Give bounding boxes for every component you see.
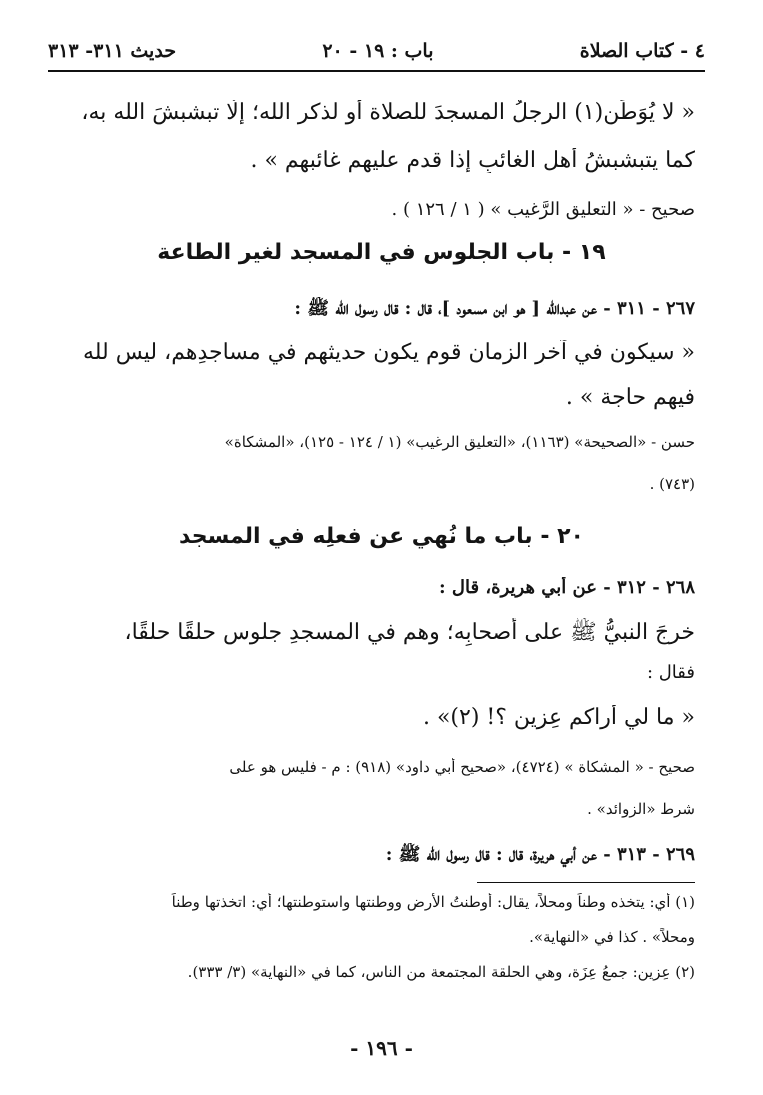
hadith-text-line: « لا يُوَطِّن(١) الرجلُ المسجدَ للصلاة أو لذكر الله؛ إلّا تبشبشَ الله به، bbox=[81, 100, 695, 125]
grading-line: حسن - «الصحيحة» (١١٦٣)، «التعليق الرغيب» (١ / ١٢٤ - ١٢٥)، «المشكاة» bbox=[224, 433, 695, 451]
grading-line: صحيح - « المشكاة » (٤٧٢٤)، «صحيح أبي داود» (٩١٨) : م - فليس هو على bbox=[229, 758, 695, 776]
running-head-section: باب : ١٩ - ٢٠ bbox=[322, 40, 434, 62]
running-head-hadith-range: حديث ٣١١- ٣١٣ bbox=[48, 40, 177, 62]
hadith-text-line: خرجَ النبيُّ ﷺ على أصحابِه؛ وهم في المسجدِ جلوس حلقًا حلقًا، bbox=[124, 620, 695, 645]
hadith-text-line: فيهم حاجة » . bbox=[565, 385, 695, 410]
grading-line: (٧٤٣) . bbox=[649, 475, 695, 493]
chapter-heading-19: ١٩ - باب الجلوس في المسجد لغير الطاعة bbox=[157, 240, 606, 265]
hadith-isnad-line: ٢٦٩ - ٣١٣ - عن أبي هريرة، قال : قال رسول الله ﷺ : bbox=[385, 844, 695, 865]
hadith-text-line: فقال : bbox=[646, 662, 695, 683]
hadith-text-line: « سيكون في آخرِ الزمان قوم يكون حديثهم في مساجدِهم، ليس لله bbox=[82, 340, 695, 365]
page-number: - ١٩٦ - bbox=[350, 1036, 413, 1060]
footnote-line: (١) أي: يتخذه وطناً ومحلاً، يقال: أوطنتُ الأرض ووطنتها واستوطنتها؛ أي: اتخذتها وطناً bbox=[171, 893, 695, 911]
running-head bbox=[48, 36, 705, 66]
hadith-text-line: « ما لي أراكم عِزين ؟! (٢)» . bbox=[422, 705, 695, 730]
grading-line: صحيح - « التعليق الرَّغيب » ( ١ / ١٢٦ ) . bbox=[391, 199, 695, 220]
chapter-heading-20: ٢٠ - باب ما نُهي عن فعلِه في المسجد bbox=[179, 524, 584, 549]
hadith-isnad-line: ٢٦٨ - ٣١٢ - عن أبي هريرة، قال : bbox=[439, 577, 695, 598]
hadith-isnad-line: ٢٦٧ - ٣١١ - عن عبدالله [ هو ابن مسعود ]، قال : قال رسول الله ﷺ : bbox=[294, 298, 695, 319]
running-head-chapter: ٤ - كتاب الصلاة bbox=[579, 40, 705, 62]
footnote-line: ومحلاً» . كذا في «النهاية». bbox=[529, 928, 695, 946]
header-rule bbox=[48, 70, 705, 72]
hadith-text-line: كما يتبشبشُ أهل الغائبِ إذا قدم عليهم غائبهم » . bbox=[250, 148, 695, 173]
grading-line: شرط «الزوائد» . bbox=[587, 800, 695, 818]
footnote-line: (٢) عِزين: جمعُ عِزَة، وهي الحلقة المجتمعة من الناس، كما في «النهاية» (٣/ ٣٣٣). bbox=[187, 963, 695, 981]
footnote-rule bbox=[477, 882, 695, 883]
